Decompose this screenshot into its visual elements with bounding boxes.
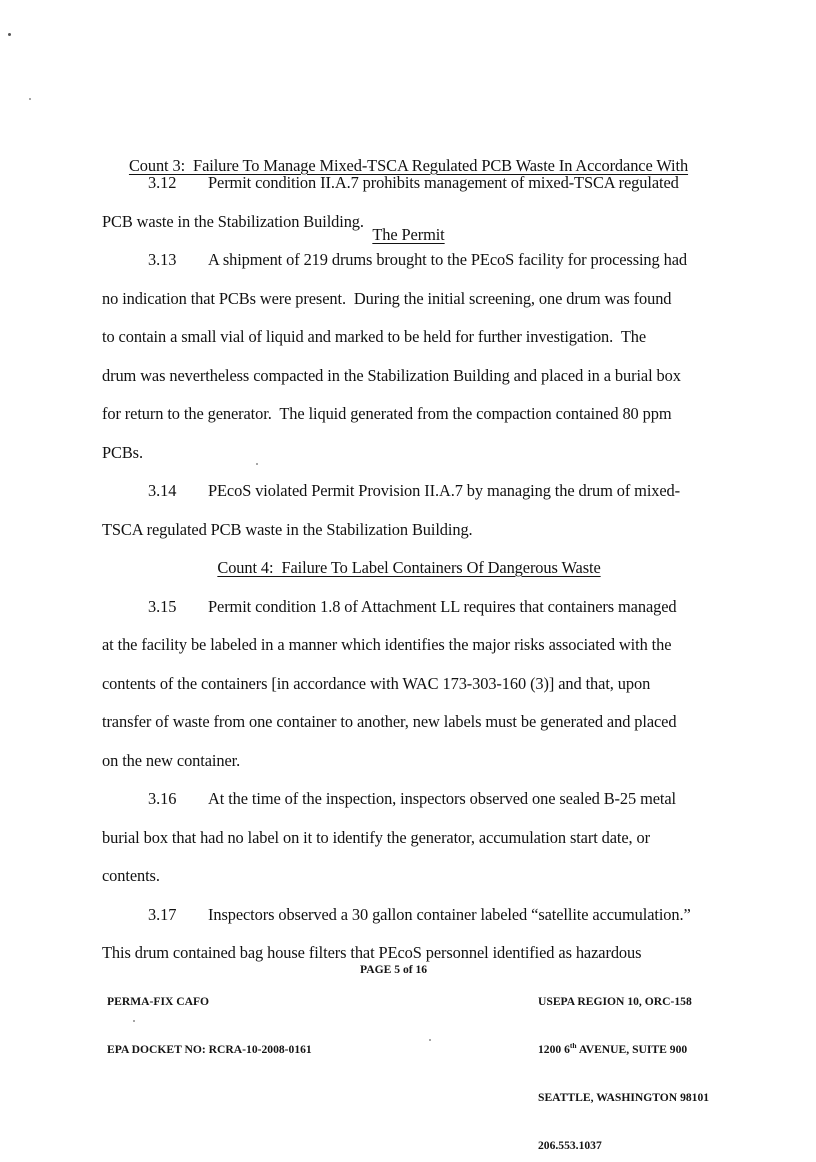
paragraph-3-15-line-1 (102, 588, 716, 627)
scan-speck (8, 33, 11, 36)
paragraph-number: 3.17 (148, 904, 177, 924)
paragraph-3-16-line-2: burial box that had no label on it to identify the generator, accumulation start date, or (102, 827, 651, 847)
paragraph-3-13-line-5: for return to the generator. The liquid generated from the compaction contained 80 ppm (102, 404, 672, 423)
footer-case-identifier (107, 962, 312, 1090)
paragraph-text: A shipment of 219 drums brought to the PEcoS facility for processing had (208, 250, 687, 269)
paragraph-3-13-line-6: PCBs. (102, 442, 143, 462)
paragraph-3-15-line-4: transfer of waste from one container to another, new labels must be generated and placed (102, 712, 677, 731)
paragraph-text: Inspectors observed a 30 gallon container labeled “satellite accumulation.” (208, 904, 691, 924)
paragraph-3-13-line-3: to contain a small vial of liquid and marked to be held for further investigation. The (102, 327, 647, 346)
paragraph-number: 3.12 (148, 173, 177, 192)
paragraph-3-13-line-4: drum was nevertheless compacted in the Stabilization Building and placed in a burial box (102, 365, 681, 385)
paragraph-number: 3.16 (148, 789, 177, 808)
paragraph-3-13-line-2: no indication that PCBs were present. During the initial screening, one drum was found (102, 288, 672, 308)
footer-case-name: PERMA-FIX CAFO (107, 995, 210, 1008)
count3-heading-line1: Count 3: Failure To Manage Mixed-TSCA Regulated PCB Waste In Accordance With (128, 156, 689, 175)
paragraph-3-15-line-3: contents of the containers [in accordance with WAC 173-303-160 (3)] and that, upon (102, 673, 651, 693)
paragraph-3-15-line-2: at the facility be labeled in a manner which identifies the major risks associated with the (102, 635, 672, 654)
paragraph-3-16-line-1 (102, 780, 716, 819)
count3-heading-line2: The Permit (372, 225, 445, 244)
paragraph-3-13-line-1 (102, 241, 716, 280)
paragraph-3-17-line-1 (102, 896, 716, 935)
paragraph-3-17-line-2: This drum contained bag house filters that PEcoS personnel identified as hazardous (102, 943, 642, 962)
footer-city-line: SEATTLE, WASHINGTON 98101 (538, 1091, 710, 1104)
footer-agency-line: USEPA REGION 10, ORC-158 (538, 995, 692, 1008)
paragraph-number: 3.15 (148, 596, 177, 616)
paragraph-text: PEcoS violated Permit Provision II.A.7 by managing the drum of mixed- (208, 481, 681, 500)
footer-phone-line: 206.553.1037 (538, 1139, 602, 1152)
scan-speck (429, 1039, 431, 1041)
paragraph-3-14-line-2: TSCA regulated PCB waste in the Stabilization Building. (102, 519, 473, 539)
footer-street-line: 1200 6th AVENUE, SUITE 900 (538, 1041, 688, 1056)
paragraph-text: At the time of the inspection, inspectors observed one sealed B-25 metal (208, 789, 677, 808)
paragraph-text: Permit condition 1.8 of Attachment LL requires that containers managed (208, 596, 677, 616)
paragraph-number: 3.14 (148, 481, 177, 500)
count4-heading: Count 4: Failure To Label Containers Of Dangerous Waste (217, 558, 601, 577)
paragraph-3-14-line-1 (102, 472, 716, 511)
scan-speck (29, 98, 31, 100)
footer-docket-number: EPA DOCKET NO: RCRA-10-2008-0161 (107, 1043, 312, 1056)
paragraph-text: Permit condition II.A.7 prohibits management of mixed-TSCA regulated (208, 173, 679, 192)
paragraph-3-16-line-3: contents. (102, 866, 160, 885)
footer-agency-address (538, 962, 709, 1162)
paragraph-3-12-line-2: PCB waste in the Stabilization Building. (102, 211, 364, 231)
paragraph-3-12-line-1 (102, 164, 716, 203)
document-body (102, 164, 716, 973)
paragraph-number: 3.13 (148, 250, 177, 269)
paragraph-3-15-line-5: on the new container. (102, 750, 241, 770)
footer-page-number: PAGE 5 of 16 (360, 963, 428, 976)
